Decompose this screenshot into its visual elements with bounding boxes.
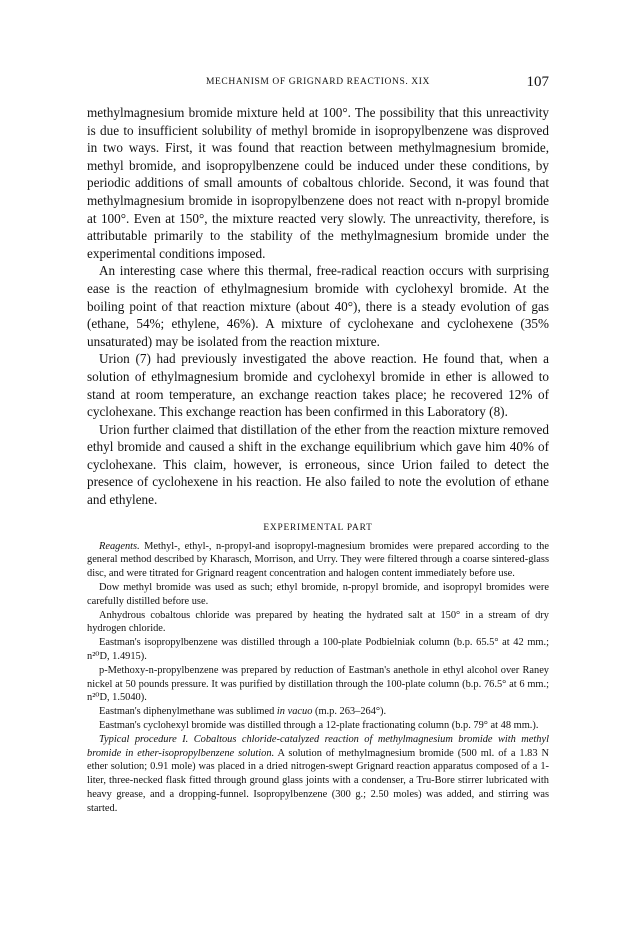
reagents-label: Reagents.: [99, 540, 140, 552]
body-paragraph: Urion further claimed that distillation of the ether from the reaction mixture removed ethyl bromide and caused a shift in the exchange equilibrium which gave him 40% of cyclohexane. This claim, however, is erroneous, since Urion failed to detect the presence of cyclohexene in his reaction. He also failed to note the evolution of ethane and ethylene.: [87, 421, 549, 508]
melting-point-text: (m.p. 263–264°).: [312, 706, 387, 718]
reagents-text: Methyl-, ethyl-, n-propyl-and isopropyl-magnesium bromides were prepared according to the general method described by Kharasch, Morrison, and Urry. They were filtered through a coarse sintered-glass disc, and were titrated for Grignard reagent concentration and halogen content immediately before use.: [87, 540, 549, 580]
page-number: 107: [526, 74, 549, 90]
body-paragraph: Urion (7) had previously investigated the above reaction. He found that, when a solution of ethylmagnesium bromide and cyclohexyl bromide in ether is allowed to stand at room temperature, an exchange reaction takes place; he recovered 12% of cyclohexane. This exchange reaction has been confirmed in this Laboratory (8).: [87, 351, 549, 420]
procedure-text: A solution of methylmagnesium bromide (500 ml. of a 1.83 N ether solution; 0.91 mole) was placed in a dried nitrogen-swept Grignard reaction apparatus composed of a 1-liter, three-necked flask fitted through ground glass joints with a condenser, a Tru-Bore stirrer lubricated with heavy grease, and a dropping-funnel. Isopropylbenzene (300 g.; 2.50 moles) was added, and stirring was started.: [87, 747, 550, 814]
experimental-paragraph: Eastman's cyclohexyl bromide was distilled through a 12-plate fractionating column (b.p. 79° at 48 mm.).: [99, 720, 539, 732]
page: [87, 72, 549, 816]
experimental-text: [87, 540, 549, 816]
experimental-paragraph: p-Methoxy-n-propylbenzene was prepared by reduction of Eastman's anethole in ethyl alcohol over Raney nickel at 50 pounds pressure. It was purified by distillation through the 100-plate column (b.p. 76.5° at 6 mm.; n²⁰D, 1.5040).: [87, 664, 549, 704]
experimental-paragraph: Anhydrous cobaltous chloride was prepared by heating the hydrated salt at 150° in a stream of dry hydrogen chloride.: [87, 609, 549, 635]
body-paragraph: An interesting case where this thermal, free-radical reaction occurs with surprising ease is the reaction of ethylmagnesium bromide with cyclohexyl bromide. At the boiling point of that reaction mixture (about 40°), there is a steady evolution of gas (ethane, 54%; ethylene, 46%). A mixture of cyclohexane and cyclohexene (35% unsaturated) may be isolated from the reaction mixture.: [87, 263, 549, 349]
body-paragraph: methylmagnesium bromide mixture held at 100°. The possibility that this unreactivity is due to insufficient solubility of methyl bromide in isopropylbenzene was disproved in two ways. First, it was found that reaction between methylmagnesium bromide, methyl bromide, and isopropylbenzene could be induced under these conditions, by periodic additions of small amounts of cobaltous chloride. Second, it was found that methylmagnesium bromide in isopropylbenzene does not react with n-propyl bromide at 100°. Even at 150°, the mixture reacted very slowly. The unreactivity, therefore, is attributable primarily to the stability of the methylmagnesium bromide under the experimental conditions imposed.: [87, 105, 549, 261]
running-title: MECHANISM OF GRIGNARD REACTIONS. XIX: [205, 77, 430, 87]
running-header: [87, 72, 549, 92]
reagents-paragraph: [87, 540, 549, 581]
experimental-paragraph: Eastman's isopropylbenzene was distilled through a 100-plate Podbielniak column (b.p. 65.5° at 42 mm.; n²⁰D, 1.4915).: [87, 637, 549, 663]
body-text: [87, 104, 549, 509]
procedure-label: Typical procedure I. Cobaltous chloride-catalyzed reaction of methylmagnesium bromide with methyl bromide in ether-isopropylbenzene solution.: [87, 733, 549, 759]
experimental-paragraph: [87, 705, 549, 719]
experimental-paragraph: Dow methyl bromide was used as such; ethyl bromide, n-propyl bromide, and isopropyl bromides were carefully distilled before use.: [87, 582, 549, 607]
diphenylmethane-text: Eastman's diphenylmethane was sublimed: [99, 706, 277, 718]
section-heading: EXPERIMENTAL PART: [263, 522, 373, 533]
in-vacuo-text: in vacuo: [276, 706, 313, 718]
procedure-paragraph: [87, 733, 549, 816]
